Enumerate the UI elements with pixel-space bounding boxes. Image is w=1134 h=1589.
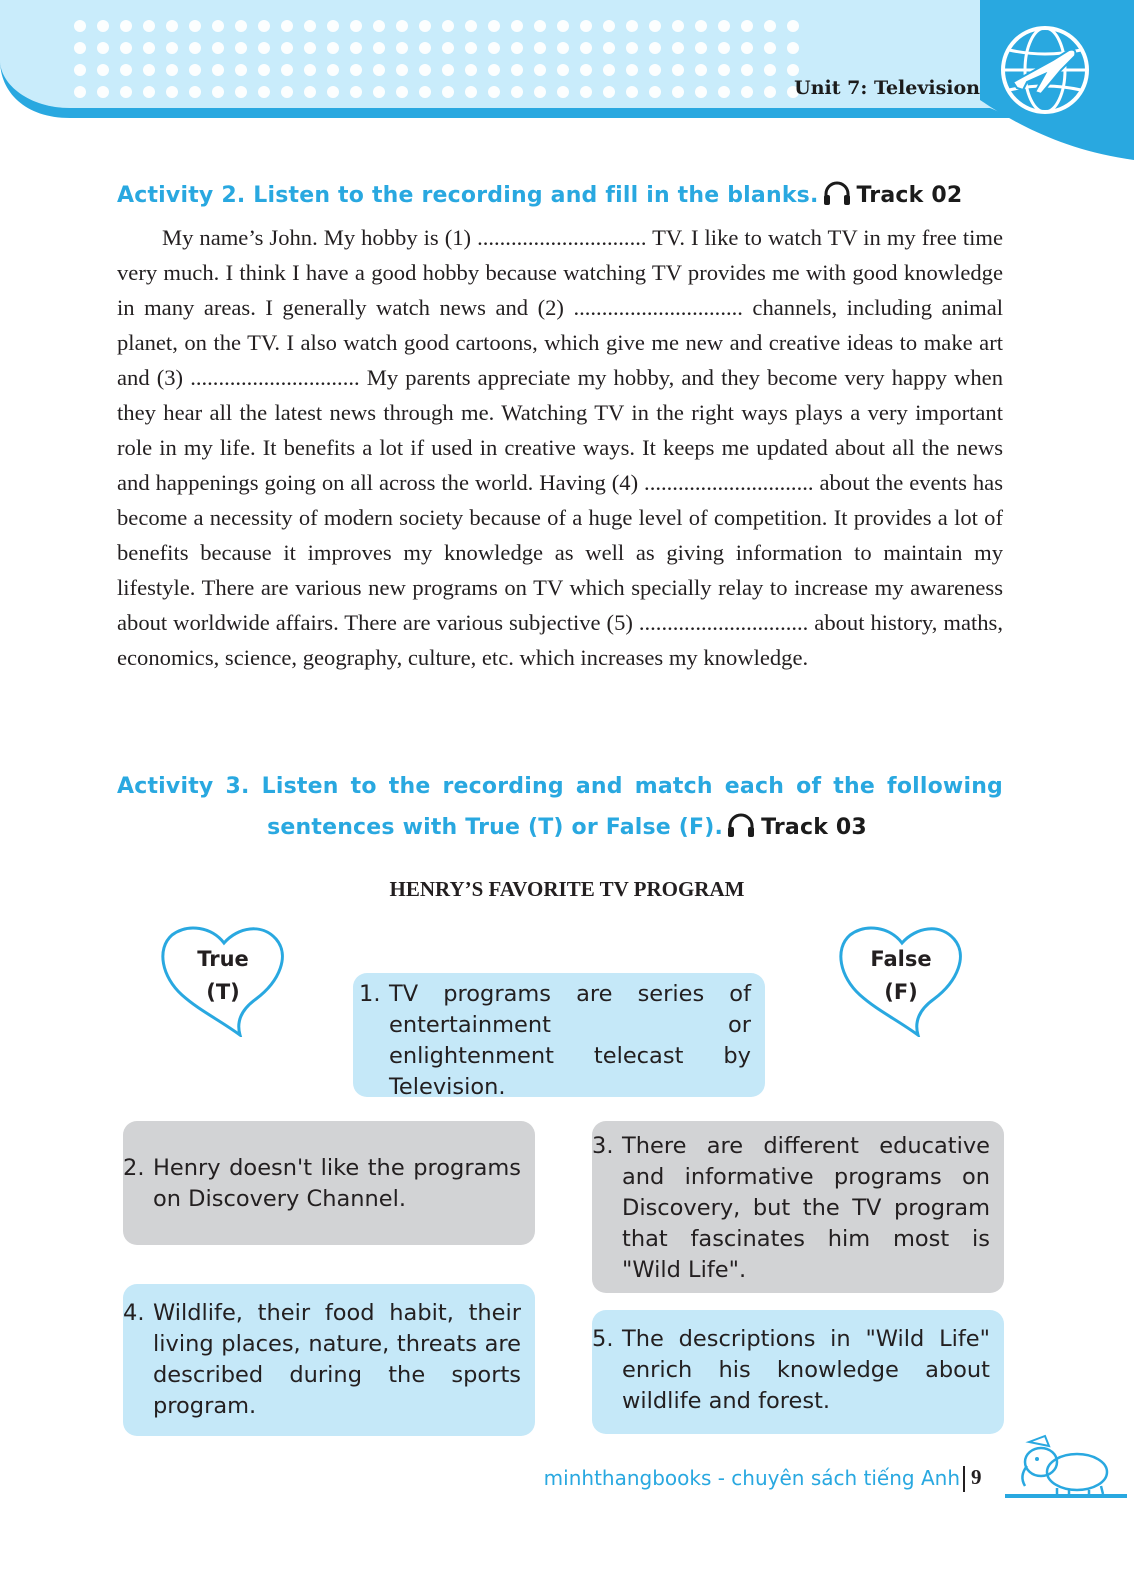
false-label-abbr: (F) xyxy=(884,980,918,1004)
true-label-word: True xyxy=(197,947,249,971)
statement-text: TV programs are series of entertainment or enlightenment telecast by Television. xyxy=(389,981,751,1100)
statement-3-box[interactable] xyxy=(592,1121,1004,1293)
activity2-heading xyxy=(117,180,962,208)
headphones-icon[interactable] xyxy=(727,812,755,838)
statement-text: The descriptions in "Wild Life" enrich his knowledge about wildlife and forest. xyxy=(622,1326,990,1414)
activity3-heading-text1: Activity 3. Listen to the recording and match each of the following xyxy=(117,774,1003,799)
true-label[interactable] xyxy=(168,943,278,1009)
statement-1-box[interactable] xyxy=(353,973,765,1100)
activity3-track: Track 03 xyxy=(761,815,867,840)
statement-number: 3. xyxy=(592,1133,614,1159)
footer-publisher: minhthangbooks - chuyên sách tiếng Anh xyxy=(543,1466,960,1490)
statement-4 xyxy=(123,1298,521,1422)
statement-text: There are different educative and informative programs on Discovery, but the TV program that fascinates him most is "Wild Life". xyxy=(622,1133,990,1283)
statement-2 xyxy=(123,1153,521,1215)
statement-4-box[interactable] xyxy=(123,1284,535,1436)
statement-3 xyxy=(592,1131,990,1286)
true-label-abbr: (T) xyxy=(206,980,240,1004)
activity2-track: Track 02 xyxy=(856,183,963,208)
activity2-passage xyxy=(117,220,1003,675)
activity3-heading-text2: sentences with True (T) or False (F). xyxy=(267,815,724,840)
statement-1 xyxy=(359,979,751,1103)
globe-airplane-icon xyxy=(995,20,1095,120)
unit-title: Unit 7: Television xyxy=(794,77,980,99)
activity3-heading-line1 xyxy=(117,774,1003,799)
passage-text: My name’s John. My hobby is (1) .............................. TV. I like to watch TV in my free time very much. I think I have a good hobby because watching TV provides me with good knowledge in many areas. I generally watch news and (2) .............................. channels, including animal planet, on the TV. I also watch good cartoons, which give me new and creative ideas to make art and (3) .............................. My parents appreciate my hobby, and they become very happy when they hear all the latest news through me. Watching TV in the right ways plays a very important role in my life. It benefits a lot if used in creative ways. It keeps me updated about all the news and happenings going on all across the world. Having (4) .............................. about the events has become a necessity of modern society because of a huge level of competition. It provides a lot of benefits because it improves my knowledge as well as giving information to maintain my lifestyle. There are various new programs on TV which specially relay to increase my awareness about worldwide affairs. There are various subjective (5) .............................. about history, maths, economics, science, geography, culture, etc. which increases my knowledge. xyxy=(117,225,1003,670)
statement-5 xyxy=(592,1324,990,1417)
statement-number: 4. xyxy=(123,1300,145,1326)
statement-text: Wildlife, their food habit, their living places, nature, threats are described during the sports program. xyxy=(153,1300,521,1419)
activity3-heading-line2 xyxy=(0,812,1134,840)
false-label-word: False xyxy=(870,947,932,971)
statement-text: Henry doesn't like the programs on Discovery Channel. xyxy=(153,1155,521,1212)
statement-number: 5. xyxy=(592,1326,614,1352)
activity2-heading-text: Activity 2. Listen to the recording and fill in the blanks. xyxy=(117,183,819,208)
statement-number: 1. xyxy=(359,981,381,1007)
page-number: 9 xyxy=(971,1465,982,1489)
footer-divider xyxy=(963,1466,965,1492)
statement-5-box[interactable] xyxy=(592,1310,1004,1434)
statement-2-box[interactable] xyxy=(123,1121,535,1245)
section-subtitle: HENRY’S FAVORITE TV PROGRAM xyxy=(389,877,745,901)
false-label[interactable] xyxy=(846,943,956,1009)
headphones-icon[interactable] xyxy=(823,180,851,206)
statement-number: 2. xyxy=(123,1155,145,1181)
elephant-mascot-icon xyxy=(1005,1432,1127,1502)
